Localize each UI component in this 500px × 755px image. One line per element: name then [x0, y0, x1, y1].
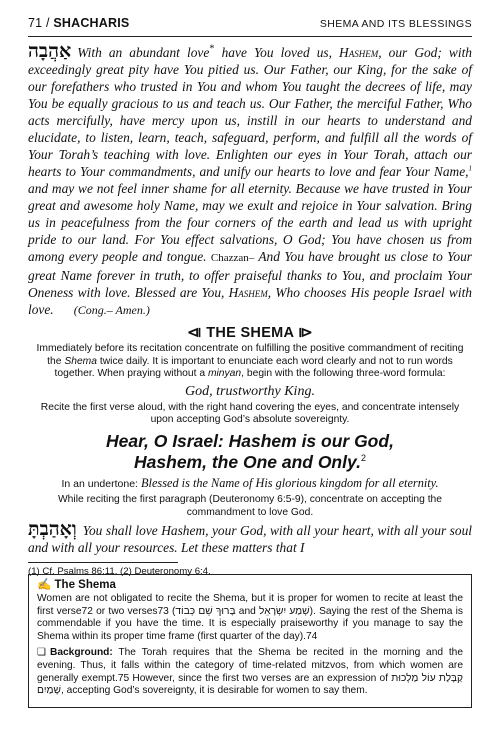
- note-box-title: ✍ The Shema: [37, 579, 116, 591]
- god-trustworthy-king: God, trustworthy King.: [185, 383, 315, 399]
- note-para-2-text: The Torah requires that the Shema be recited in the morning and the evening. Thus, it falls within the category of time-related mitzvos, from which women are generally exempt.75 However, since the first two verses are an expression of קַבָּלַת עוֹל מַלְכוּת שָׁמַיִם, accepting God’s sovereignty, it is desirable for women to say them.: [37, 646, 464, 697]
- shema-verse-line-1: Hear, O Israel: Hashem is our God,: [106, 430, 394, 451]
- page-number: 71: [28, 16, 43, 30]
- shema-instruction-2: Recite the first verse aloud, with the right hand covering the eyes, and concentrate intensely upon accepting God’s absolute sovereignty.: [40, 401, 460, 426]
- asterisk-mark: *: [209, 43, 215, 55]
- hashem-name: Hashem: [339, 45, 379, 60]
- shema-note-box: [28, 574, 472, 708]
- ahavah-prayer: [28, 40, 473, 319]
- congregation-response: (Cong.– Amen.): [73, 303, 150, 317]
- header-rule: [28, 36, 472, 37]
- prayer-text-2: have You loved us,: [214, 45, 340, 60]
- instr-1d: minyan: [207, 368, 242, 380]
- shema-verse-line-2-text: Hashem, the One and Only.: [134, 451, 361, 472]
- veahavta-text: You shall love Hashem, your God, with all your heart, with all your soul and with all your resources. Let these matters that I: [28, 523, 472, 556]
- note-box-title-text: The Shema: [54, 579, 116, 591]
- undertone-text: Blessed is the Name of His glorious kingdom for all eternity.: [141, 475, 439, 490]
- shema-title: ⧏ THE SHEMA ⧐: [187, 325, 313, 341]
- hebrew-lead-ahavah: אַהֲבָה: [28, 40, 72, 62]
- shema-instruction-3: While reciting the first paragraph (Deuteronomy 6:5-9), concentrate on accepting the commandment to love God.: [57, 493, 443, 518]
- instr-1c: twice daily. It is important to enunciate each word clearly and not to run words together. When praying without a: [54, 355, 453, 380]
- hebrew-lead-veahavta: וְאָהַבְתָּ: [28, 518, 77, 541]
- chazzan-label: Chazzan–: [210, 252, 255, 264]
- hashem-name-2: Hashem: [228, 285, 268, 300]
- footnote-ref-2[interactable]: 2: [360, 453, 366, 464]
- shema-verse: [28, 431, 472, 473]
- note-para-2: [37, 647, 463, 698]
- page-header: [28, 16, 472, 34]
- prayer-text-5: And You have brought us close to Your great Name forever in truth, to offer praiseful thanks to You, and proclaim Your Oneness with love. Blessed are You,: [28, 249, 473, 300]
- page: [28, 16, 472, 577]
- shema-verse-line-2: [28, 452, 472, 473]
- instr-1b: Shema: [64, 355, 97, 367]
- prayer-text-4: and may we not feel inner shame for all eternity. Because we have trusted in Your great and awesome holy Name, may we exult and rejoice in Your salvation. Bring us in peacefulness from the four corners of the earth and lead us with upright pride to our land. For You effect salvations, O God; You have chosen us from among every people and tongue.: [28, 181, 472, 264]
- footnotes: (1) Cf. Psalms 86:11. (2) Deuteronomy 6:4.: [28, 562, 178, 577]
- prayer-text-6: , Who chooses His people Israel with love.: [28, 285, 472, 317]
- note-para-1: Women are not obligated to recite the Shema, but it is proper for women to recite at least the first verse72 or two verses73 (בָּרוּךְ שֵׁם כְּבוֹד and שְׁמַע יִשְׂרָאֵל). Saying the rest of the Shema is commendable if you have the time. It is especially praiseworthy if you manage to say the Shema within its proper time frame (first quarter of the day).74: [37, 592, 463, 643]
- undertone-label: In an undertone:: [61, 477, 138, 490]
- section-name: SHACHARIS: [53, 16, 130, 30]
- instr-1a: Immediately before its recitation concentrate on fulfilling the positive commandment of reciting the: [36, 343, 464, 367]
- header-topic: SHEMA AND ITS BLESSINGS: [319, 18, 472, 30]
- header-left: 71 / SHACHARIS: [28, 16, 130, 30]
- prayer-text-3: , our God; with exceedingly great pity have You pitied us. Our Father, our King, for the sake of our forefathers who trusted in You and whom You taught the decrees of life, may You be equally gracious to us and teach us. Our Father, the merciful Father, Who acts mercifully, have mercy upon us, instill in our hearts to understand and elucidate, to listen, learn, teach, safeguard, perform, and fulfill all the words of Your Torah’s teaching with love. Enlighten our eyes in Your Torah, attach our hearts to Your commandments, and unify our hearts to love and fear Your Name,: [28, 45, 472, 179]
- shema-instruction-1: [28, 343, 472, 381]
- undertone-line: [28, 476, 472, 491]
- prayer-text-1: With an abundant love: [77, 45, 210, 60]
- footnote-ref-1[interactable]: 1: [468, 164, 472, 173]
- instr-1e: , begin with the following three-word formula:: [241, 368, 446, 380]
- background-label: Background:: [49, 646, 113, 658]
- veahavta-paragraph: [28, 518, 472, 556]
